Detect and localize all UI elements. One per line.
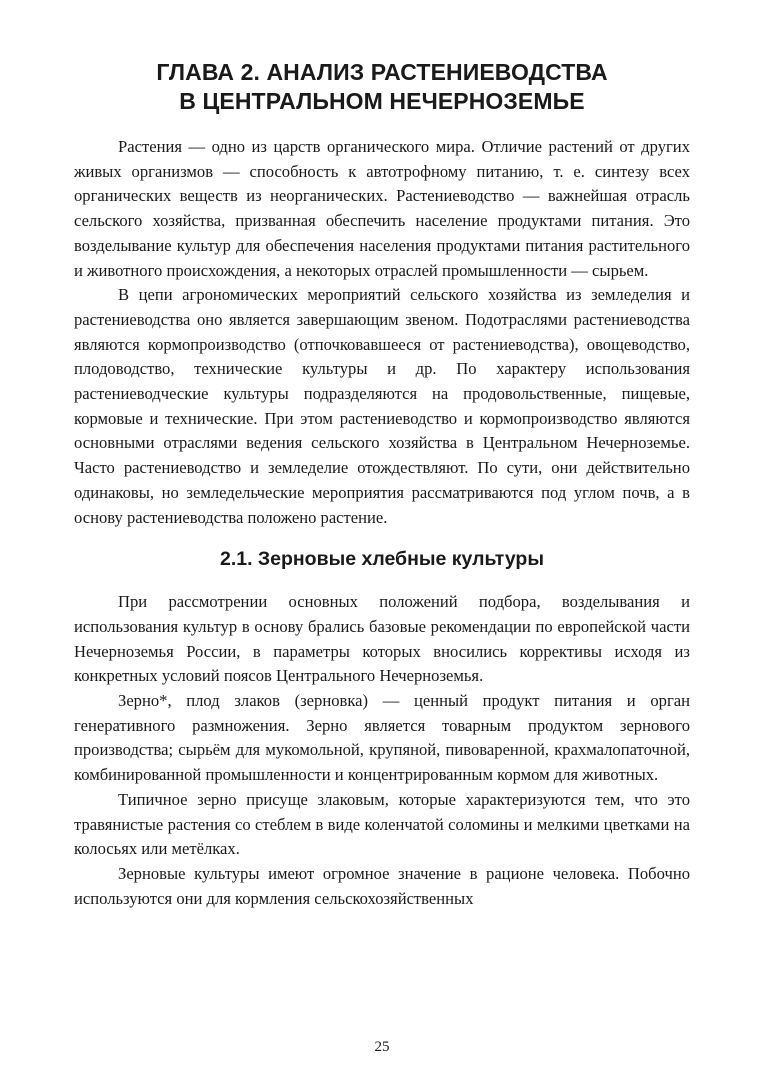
page-number: 25 xyxy=(374,1039,390,1055)
chapter-title-line-1: ГЛАВА 2. АНАЛИЗ РАСТЕНИЕВОДСТВА xyxy=(156,59,608,85)
section-paragraph-3: Типичное зерно присуще злаковым, которые характеризуются тем, что это травянистые растения со стеблем в виде коленчатой соломины и мелкими цветками на колосьях или метёлках. xyxy=(74,789,690,859)
page-content xyxy=(74,58,690,911)
section-paragraph-2: Зерно*, плод злаков (зерновка) — ценный продукт питания и орган генеративного размножения. Зерно является товарным продуктом зернового производства; сырьём для мукомольной, крупяной, пивоваренной, крахмалопаточной, комбинированной промышленности и концентрированным кормом для животных. xyxy=(74,691,690,785)
chapter-title-line-2: В ЦЕНТРАЛЬНОМ НЕЧЕРНОЗЕМЬЕ xyxy=(179,88,585,114)
intro-paragraph-2: В цепи агрономических мероприятий сельского хозяйства из земледелия и растениеводства оно является завершающим звеном. Подотраслями растениеводства являются кормопроизводство (отпочковавшееся от растениеводства), овощеводство, плодоводство, технические культуры и др. По характеру использования растениеводческие культуры подразделяются на продовольственные, пищевые, кормовые и технические. При этом растениеводство и кормопроизводство являются основными отраслями ведения сельского хозяйства в Центральном Нечерноземье. Часто растениеводство и земледелие отождествляют. По сути, они действительно одинаковы, но земледельческие мероприятия рассматриваются под углом почв, а в основу растениеводства положено растение. xyxy=(74,285,690,527)
intro-paragraph-1: Растения — одно из царств органического мира. Отличие растений от других живых организмов — способность к автотрофному питанию, т. е. синтезу всех органических веществ из неорганических. Растениеводство — важнейшая отрасль сельского хозяйства, призванная обеспечить население продуктами питания. Это возделывание культур для обеспечения населения продуктами питания растительного и животного происхождения, а некоторых отраслей промышленности — сырьем. xyxy=(74,137,690,280)
section-paragraph-4: Зерновые культуры имеют огромное значение в рационе человека. Побочно используются они для кормления сельскохозяйственных xyxy=(74,863,690,908)
chapter-title xyxy=(74,58,690,116)
section-paragraph-1: При рассмотрении основных положений подбора, возделывания и использования культур в основу брались базовые рекомендации по европейской части Нечерноземья России, в параметры которых вносились коррективы исходя из конкретных условий поясов Центрального Нечерноземья. xyxy=(74,592,690,686)
section-title: 2.1. Зерновые хлебные культуры xyxy=(219,548,544,571)
